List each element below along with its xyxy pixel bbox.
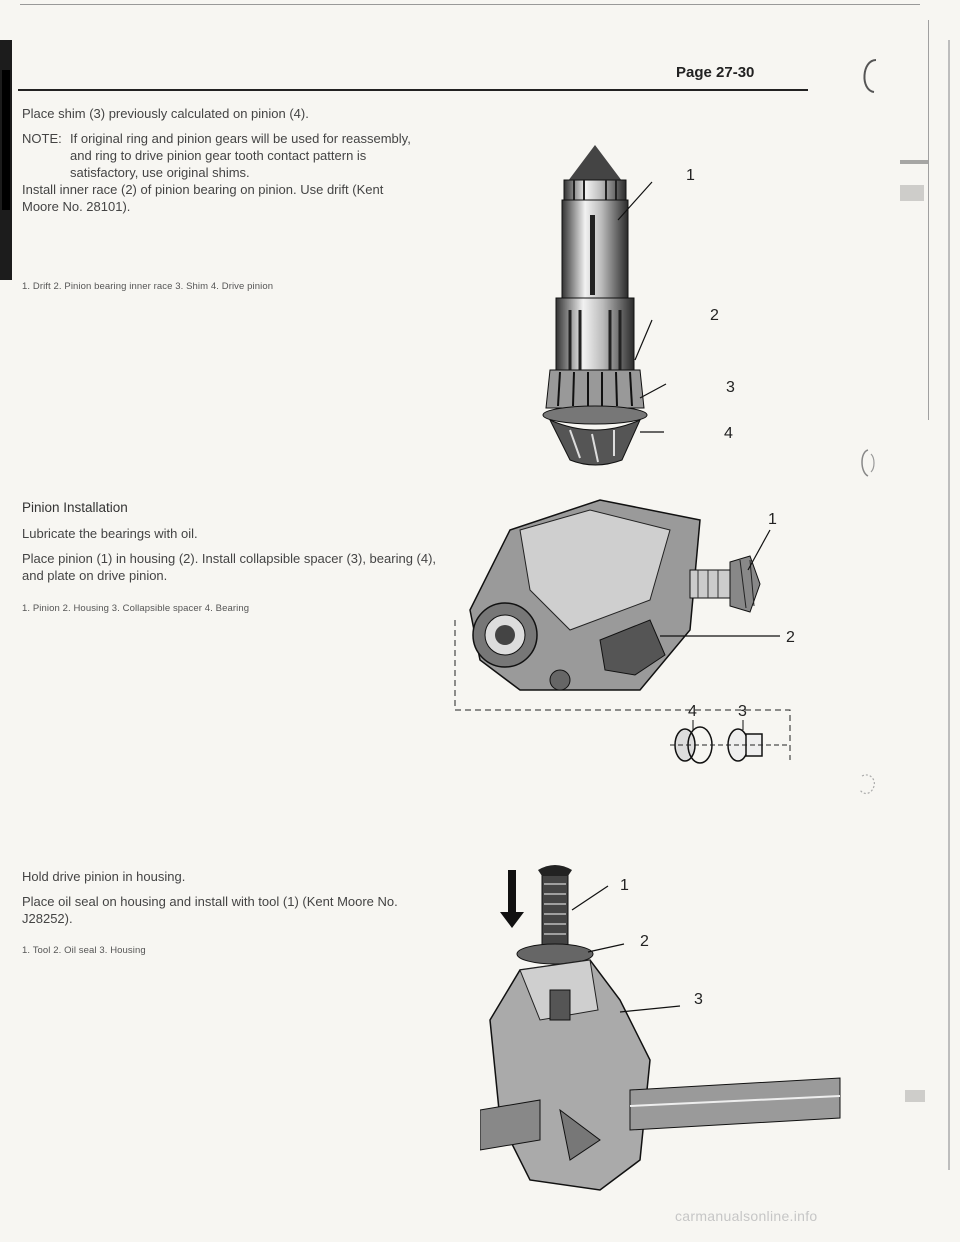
direction-arrow-shaft <box>508 870 516 912</box>
figure1-label-1: 1 <box>686 167 695 184</box>
note-block <box>22 130 422 181</box>
watermark: carmanualsonline.info <box>675 1208 818 1224</box>
figure2-caption: 1. Pinion 2. Housing 3. Collapsible spacer 4. Bearing <box>22 603 250 614</box>
binder-hole-mark-bottom <box>856 770 880 800</box>
figure3-label-1: 1 <box>620 877 629 894</box>
shim <box>543 406 647 424</box>
figure-pinion-in-housing <box>450 490 800 790</box>
figure2-label-4: 4 <box>688 703 697 720</box>
figure3-label-2: 2 <box>640 933 649 950</box>
right-scan-edge-inner <box>928 20 929 420</box>
direction-arrow-head <box>500 912 524 928</box>
instruction-lubricate-bearings: Lubricate the bearings with oil. <box>22 526 198 541</box>
section-heading-pinion-installation: Pinion Installation <box>22 500 128 515</box>
note-label: NOTE: <box>22 131 62 146</box>
scan-artifact <box>905 1090 925 1102</box>
scan-artifact <box>900 185 924 201</box>
instruction-install-inner-race: Install inner race (2) of pinion bearing on pinion. Use drift (Kent Moore No. 28101). <box>22 182 384 214</box>
figure-drift-on-pinion <box>540 140 770 470</box>
installer-tool <box>542 874 568 948</box>
header-rule <box>18 89 808 91</box>
drain-plug <box>550 670 570 690</box>
right-scan-edge <box>948 40 950 1170</box>
drive-pinion-gear <box>550 420 640 465</box>
figure3-label-3: 3 <box>694 991 703 1008</box>
binding-edge-inner <box>2 70 10 210</box>
pinion-shaft <box>690 570 730 598</box>
note-text: If original ring and pinion gears will be used for reassembly, and ring to drive pinion gear tooth contact pattern is satisfactory, use original shims. <box>70 131 411 180</box>
binder-hole-mark-middle <box>858 446 878 482</box>
figure1-label-2: 2 <box>710 307 719 324</box>
drift-sleeve <box>556 298 634 378</box>
scan-artifact <box>900 160 928 164</box>
instruction-hold-drive-pinion: Hold drive pinion in housing. <box>22 869 186 884</box>
instruction-place-oil-seal: Place oil seal on housing and install with tool (1) (Kent Moore No. J28252). <box>22 894 398 926</box>
figure1-label-3: 3 <box>726 379 735 396</box>
top-scan-line <box>20 4 920 5</box>
figure2-label-3: 3 <box>738 703 747 720</box>
drift-tip <box>565 145 625 185</box>
figure1-caption: 1. Drift 2. Pinion bearing inner race 3. Shim 4. Drive pinion <box>22 281 274 292</box>
instruction-place-shim: Place shim (3) previously calculated on pinion (4). <box>22 106 309 121</box>
figure2-label-2: 2 <box>786 629 795 646</box>
figure1-label-4: 4 <box>724 425 733 442</box>
instruction-place-pinion: Place pinion (1) in housing (2). Install collapsible spacer (3), bearing (4), and plate on drive pinion. <box>22 551 437 583</box>
figure3-caption: 1. Tool 2. Oil seal 3. Housing <box>22 945 146 956</box>
binder-hole-mark-top <box>854 54 884 98</box>
page-number: Page 27-30 <box>676 64 755 81</box>
figure-oil-seal-install <box>480 860 850 1200</box>
figure2-label-1: 1 <box>768 511 777 528</box>
